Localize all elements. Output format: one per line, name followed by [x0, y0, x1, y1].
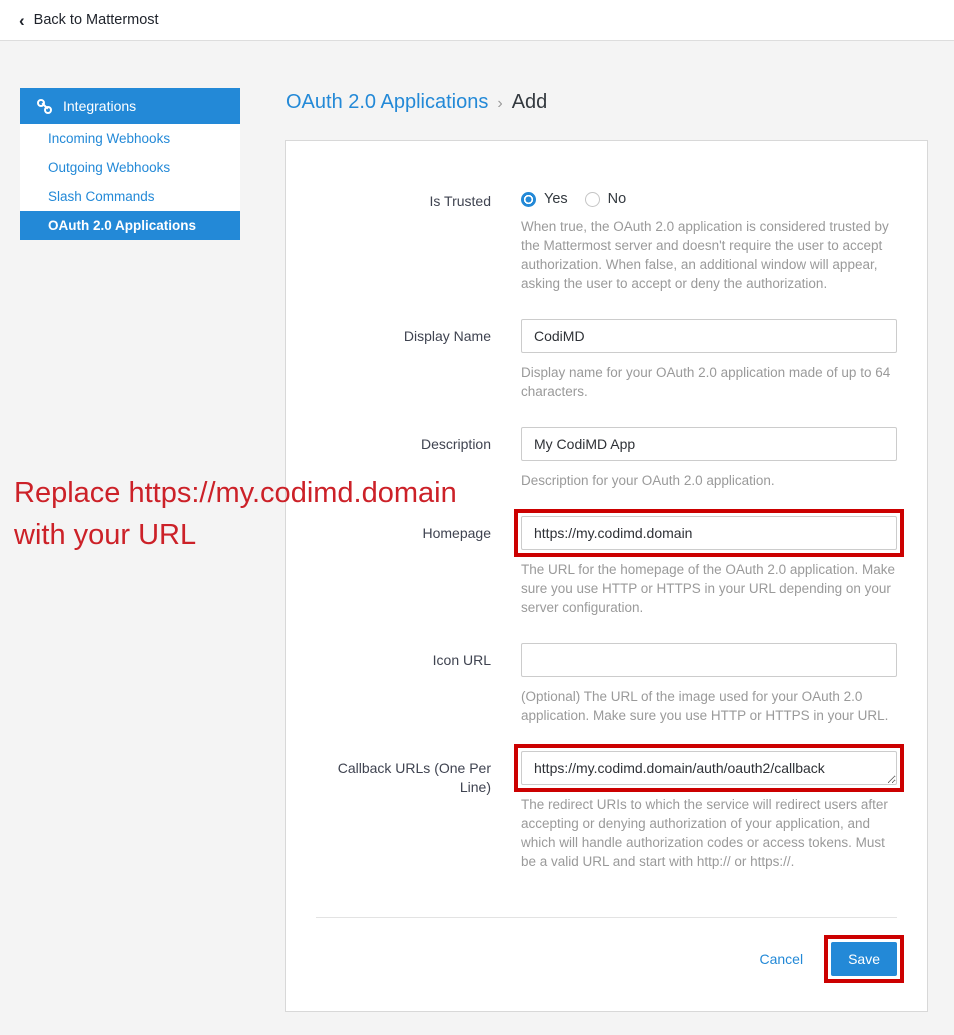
homepage-row — [316, 516, 897, 617]
callback-urls-help-text: The redirect URIs to which the service will redirect users after accepting or denying authorization of your application, and which will handle authorization codes or access tokens. Must be a valid URL and start with http:// or https://. — [521, 797, 888, 869]
integrations-sidebar — [20, 88, 240, 240]
homepage-highlight-box — [514, 509, 904, 557]
display-name-input[interactable] — [521, 319, 897, 353]
link-icon — [37, 99, 52, 114]
radio-no-label: No — [607, 191, 627, 207]
display-name-help-text: Display name for your OAuth 2.0 application made of up to 64 characters. — [521, 365, 891, 399]
is-trusted-label: Is Trusted — [429, 193, 491, 209]
sidebar-item-incoming-webhooks[interactable] — [20, 124, 240, 153]
is-trusted-yes-radio[interactable] — [521, 191, 568, 207]
homepage-help-text: The URL for the homepage of the OAuth 2.0 application. Make sure you use HTTP or HTTPS in your URL depending on your server configuration. — [521, 562, 895, 615]
callback-urls-row — [316, 751, 897, 871]
sidebar-header-integrations[interactable] — [20, 88, 240, 124]
display-name-row — [316, 319, 897, 401]
callback-urls-textarea[interactable] — [521, 751, 897, 785]
description-help-text: Description for your OAuth 2.0 application. — [521, 473, 775, 488]
sidebar-item-oauth-applications[interactable] — [20, 211, 240, 240]
radio-selected-icon[interactable] — [521, 192, 536, 207]
oauth-add-form-panel — [285, 140, 928, 1012]
icon-url-row — [316, 643, 897, 725]
is-trusted-help-text: When true, the OAuth 2.0 application is considered trusted by the Mattermost server and doesn't require the user to accept authorization. When false, an additional window will appear, asking the user to accept or deny the authorization. — [521, 219, 889, 291]
breadcrumb-separator-icon: › — [497, 94, 503, 112]
homepage-label: Homepage — [422, 525, 491, 541]
back-to-mattermost-link[interactable] — [19, 12, 159, 29]
sidebar-list — [20, 124, 240, 240]
is-trusted-no-radio[interactable] — [585, 191, 627, 207]
icon-url-input[interactable] — [521, 643, 897, 677]
annotation-line-1: Replace https://my.codimd.domain — [14, 477, 457, 509]
breadcrumb-current-page: Add — [511, 91, 548, 113]
description-row — [316, 427, 897, 490]
radio-yes-label: Yes — [544, 191, 568, 207]
icon-url-label: Icon URL — [432, 652, 491, 668]
description-label: Description — [420, 436, 491, 452]
save-button[interactable]: Save — [831, 942, 897, 976]
sidebar-item-label: Incoming Webhooks — [48, 131, 171, 146]
cancel-button[interactable]: Cancel — [759, 951, 804, 967]
footer-divider — [316, 917, 897, 918]
sidebar-item-label: Outgoing Webhooks — [48, 160, 171, 175]
sidebar-header-label: Integrations — [63, 98, 137, 114]
description-input[interactable] — [521, 427, 897, 461]
sidebar-item-label: Slash Commands — [48, 189, 155, 204]
is-trusted-row — [316, 191, 897, 293]
annotation-line-2: with your URL — [14, 519, 197, 551]
breadcrumb — [286, 91, 547, 114]
form-footer — [316, 942, 897, 976]
is-trusted-radio-group — [521, 191, 897, 207]
save-highlight-box — [824, 935, 904, 983]
sidebar-item-slash-commands[interactable] — [20, 182, 240, 211]
sidebar-item-label: OAuth 2.0 Applications — [48, 218, 197, 233]
breadcrumb-oauth-applications-link[interactable]: OAuth 2.0 Applications — [286, 91, 489, 113]
top-bar — [0, 0, 954, 41]
sidebar-item-outgoing-webhooks[interactable] — [20, 153, 240, 182]
homepage-input[interactable] — [521, 516, 897, 550]
callback-urls-highlight-box — [514, 744, 904, 792]
display-name-label: Display Name — [403, 328, 491, 344]
back-link-label: Back to Mattermost — [33, 12, 159, 28]
icon-url-help-text: (Optional) The URL of the image used for your OAuth 2.0 application. Make sure you use HTTP or HTTPS in your URL. — [521, 689, 889, 723]
radio-unselected-icon[interactable] — [585, 192, 600, 207]
back-chevron-icon: ‹ — [19, 10, 25, 30]
callback-urls-label: Callback URLs (One Per Line) — [337, 760, 491, 795]
